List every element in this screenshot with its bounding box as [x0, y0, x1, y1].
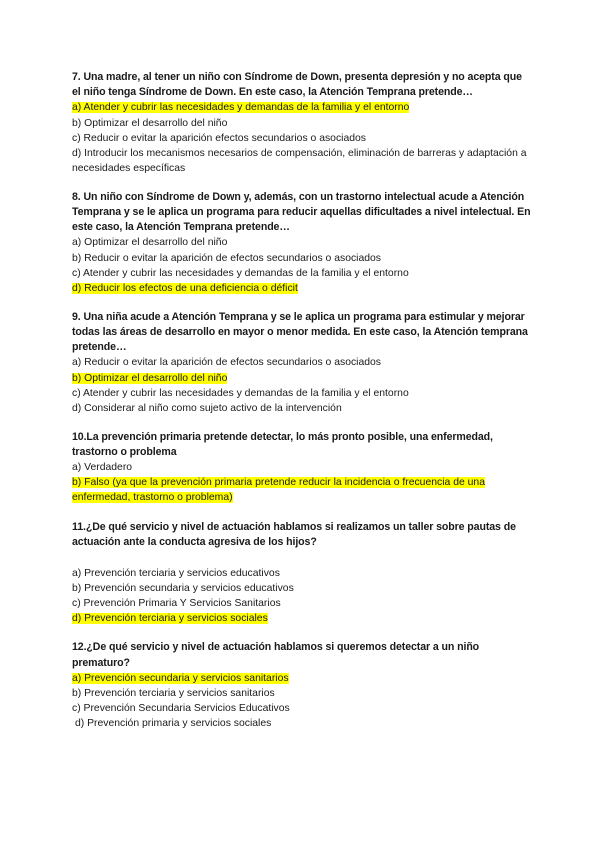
answer-option-correct: a) Atender y cubrir las necesidades y demandas de la familia y el entorno — [72, 102, 410, 114]
question-7 — [72, 70, 532, 176]
question-8 — [72, 190, 532, 296]
answer-option-correct: a) Prevención secundaria y servicios sanitarios — [72, 672, 289, 684]
answer-option: a) Optimizar el desarrollo del niño — [72, 237, 228, 249]
answer-option: b) Reducir o evitar la aparición de efectos secundarios o asociados — [72, 252, 382, 264]
answer-option: c) Atender y cubrir las necesidades y demandas de la familia y el entorno — [72, 387, 409, 399]
answer-option: d) Prevención primaria y servicios sociales — [75, 718, 272, 729]
question-12 — [72, 640, 532, 731]
answer-option: a) Verdadero — [72, 462, 133, 474]
answer-option: c) Atender y cubrir las necesidades y demandas de la familia y el entorno — [72, 267, 409, 279]
answer-option: c) Prevención Secundaria Servicios Educativos — [72, 702, 290, 714]
question-title: 11.¿De qué servicio y nivel de actuación hablamos si realizamos un taller sobre pautas de actuación ante la conducta agresiva de los hijos? — [72, 520, 516, 548]
answer-option: b) Optimizar el desarrollo del niño — [72, 117, 228, 129]
question-11 — [72, 520, 532, 627]
question-title: 9. Una niña acude a Atención Temprana y se le aplica un programa para estimular y mejorar todas las áreas de desarrollo en mayor o menor medida. En este caso, la Atención temprana pretende… — [72, 310, 528, 354]
answer-option: b) Prevención terciaria y servicios sanitarios — [72, 687, 275, 699]
answer-option-correct: b) Falso (ya que la prevención primaria pretende reducir la incidencia o frecuencia de una enfermedad, trastorno o problema) — [72, 477, 485, 504]
question-9 — [72, 310, 532, 416]
question-title: 8. Un niño con Síndrome de Down y, además, con un trastorno intelectual acude a Atención Temprana y se le aplica un programa para reducir aquellas dificultades a nivel intelectual. En este caso, la Atención Temprana pretende… — [72, 190, 531, 234]
answer-option: c) Prevención Primaria Y Servicios Sanitarios — [72, 598, 281, 610]
answer-option-correct: d) Prevención terciaria y servicios sociales — [72, 613, 268, 625]
answer-option: d) Considerar al niño como sujeto activo de la intervención — [72, 402, 342, 414]
question-title: 10.La prevención primaria pretende detectar, lo más pronto posible, una enfermedad, trastorno o problema — [72, 430, 493, 459]
answer-option-correct: b) Optimizar el desarrollo del niño — [72, 372, 228, 384]
answer-option: a) Prevención terciaria y servicios educativos — [72, 567, 280, 579]
answer-option: c) Reducir o evitar la aparición efectos secundarios o asociados — [72, 132, 366, 144]
answer-option: b) Prevención secundaria y servicios educativos — [72, 583, 294, 595]
blank-line — [72, 550, 532, 566]
question-10 — [72, 430, 532, 506]
question-title: 12.¿De qué servicio y nivel de actuación hablamos si queremos detectar a un niño prematuro? — [72, 641, 480, 669]
answer-option: a) Reducir o evitar la aparición de efectos secundarios o asociados — [72, 357, 382, 369]
answer-option-correct: d) Reducir los efectos de una deficiencia o déficit — [72, 282, 298, 294]
question-title: 7. Una madre, al tener un niño con Síndrome de Down, presenta depresión y no acepta que el niño tenga Síndrome de Down. En este caso, la Atención Temprana pretende… — [72, 71, 522, 99]
quiz-content — [72, 70, 532, 745]
answer-option: d) Introducir los mecanismos necesarios de compensación, eliminación de barreras y adaptación a necesidades específicas — [72, 147, 527, 174]
